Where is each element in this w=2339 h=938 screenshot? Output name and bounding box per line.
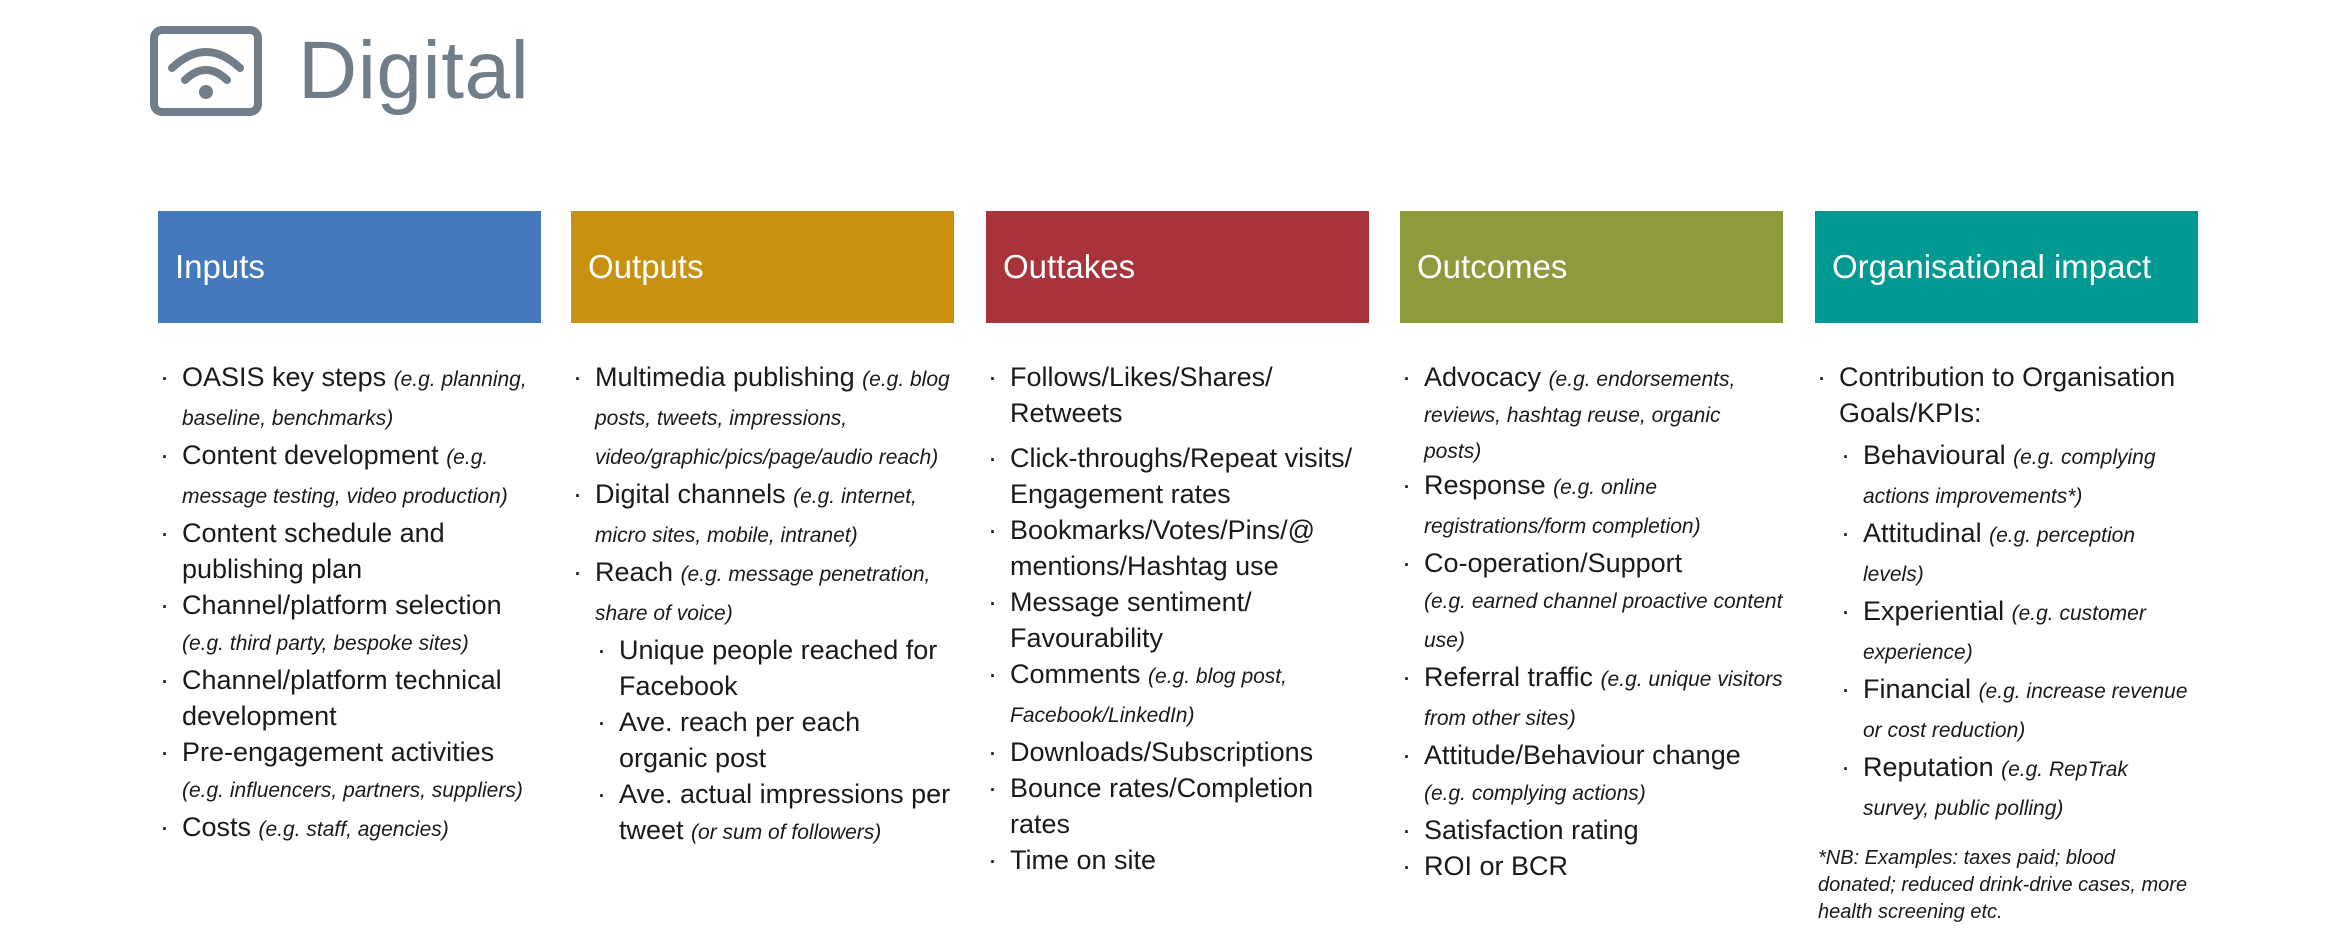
sub-list-item: · Unique people reached for Facebook: [595, 632, 954, 704]
impact-list: [1815, 359, 2198, 827]
list-item: · Message sentiment/ Favourability: [986, 584, 1369, 656]
list-item: · Referral traffic (e.g. unique visitors from other sites): [1400, 659, 1783, 737]
list-item: · Advocacy (e.g. endorsements, reviews, hashtag reuse, organic posts): [1400, 359, 1783, 467]
footnote: *NB: Examples: taxes paid; blood donated; reduced drink-drive cases, more health screening etc.: [1818, 847, 2188, 923]
list-item: · Multimedia publishing (e.g. blog posts, tweets, impressions, video/graphic/pics/page/audio reach): [571, 359, 954, 476]
list-item: · Reach (e.g. message penetration, share of voice) · Unique people reached for Facebook · Ave. reach per each organic post · Ave. actual impressions per tweet (or sum of followers): [571, 554, 954, 851]
list-item: · Bounce rates/Completion rates: [986, 770, 1369, 842]
list-item: · Costs (e.g. staff, agencies): [158, 809, 541, 848]
list-item: · Response (e.g. online registrations/form completion): [1400, 467, 1783, 545]
sub-list-item: · Financial (e.g. increase revenue or cost reduction): [1839, 671, 2198, 749]
sub-list-item: · Attitudinal (e.g. perception levels): [1839, 515, 2198, 593]
column-header-outputs: Outputs: [571, 211, 954, 323]
list-item: · Click-throughs/Repeat visits/ Engagement rates: [986, 440, 1369, 512]
column-outtakes: [986, 211, 1369, 878]
column-header-outtakes: Outtakes: [986, 211, 1369, 323]
wifi-icon: [150, 26, 262, 116]
list-item: · Contribution to Organisation Goals/KPIs: · Behavioural (e.g. complying actions improvements*) · Attitudinal (e.g. perception levels) · Experiential (e.g. customer experience) · Financial (e.g. increase revenue or cost reduction) · Reputation (e.g. RepTrak survey, public polling): [1815, 359, 2198, 827]
header: [150, 26, 529, 116]
column-inputs: [158, 211, 541, 848]
sub-list-item: · Ave. actual impressions per tweet (or sum of followers): [595, 776, 954, 851]
column-outputs: [571, 211, 954, 851]
page-title: Digital: [298, 25, 530, 116]
outputs-list: [571, 359, 954, 851]
list-item: · Downloads/Subscriptions: [986, 734, 1369, 770]
list-item: · Attitude/Behaviour change (e.g. complying actions): [1400, 737, 1783, 812]
sub-list-item: · Reputation (e.g. RepTrak survey, public polling): [1839, 749, 2198, 827]
outtakes-list: [986, 359, 1369, 878]
sub-list-item: · Ave. reach per each organic post: [595, 704, 954, 776]
impact-sublist: [1839, 437, 2198, 827]
list-item: · Channel/platform technical development: [158, 662, 541, 734]
list-item: · Content schedule and publishing plan: [158, 515, 541, 587]
reach-sublist: [595, 632, 954, 851]
outcomes-list: [1400, 359, 1783, 884]
list-item: · Comments (e.g. blog post, Facebook/LinkedIn): [986, 656, 1369, 734]
column-header-inputs: Inputs: [158, 211, 541, 323]
list-item: · Satisfaction rating: [1400, 812, 1783, 848]
list-item: · Follows/Likes/Shares/ Retweets: [986, 359, 1369, 431]
list-item: · Time on site: [986, 842, 1369, 878]
list-item: · Bookmarks/Votes/Pins/@ mentions/Hashtag use: [986, 512, 1369, 584]
list-item: · Co-operation/Support (e.g. earned channel proactive content use): [1400, 545, 1783, 659]
list-item: · Digital channels (e.g. internet, micro sites, mobile, intranet): [571, 476, 954, 554]
list-item: · Pre-engagement activities (e.g. influencers, partners, suppliers): [158, 734, 541, 809]
column-header-outcomes: Outcomes: [1400, 211, 1783, 323]
inputs-list: [158, 359, 541, 848]
list-item: · Channel/platform selection (e.g. third party, bespoke sites): [158, 587, 541, 662]
sub-list-item: · Experiential (e.g. customer experience): [1839, 593, 2198, 671]
column-outcomes: [1400, 211, 1783, 884]
list-item: · OASIS key steps (e.g. planning, baseline, benchmarks): [158, 359, 541, 437]
column-header-organisational-impact: Organisational impact: [1815, 211, 2198, 323]
sub-list-item: · Behavioural (e.g. complying actions improvements*): [1839, 437, 2198, 515]
list-item: · ROI or BCR: [1400, 848, 1783, 884]
list-item: · Content development (e.g. message testing, video production): [158, 437, 541, 515]
column-organisational-impact: [1815, 211, 2198, 926]
